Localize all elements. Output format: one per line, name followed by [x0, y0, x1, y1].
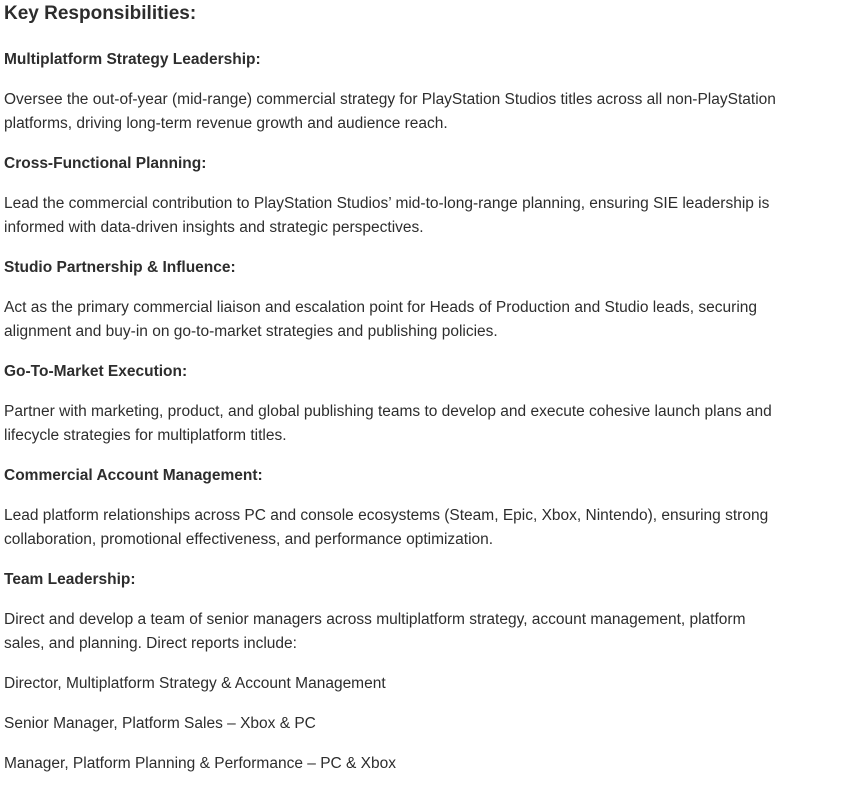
text-line: collaboration, promotional effectiveness, and performance optimization.	[4, 531, 494, 548]
responsibility-text-studio-partnership	[4, 296, 852, 344]
text-line: platforms, driving long-term revenue growth and audience reach.	[4, 115, 448, 132]
responsibility-text-cross-functional-planning	[4, 192, 852, 240]
responsibility-text-go-to-market	[4, 400, 852, 448]
responsibility-heading-go-to-market: Go-To-Market Execution:	[4, 363, 188, 380]
responsibility-heading-account-management: Commercial Account Management:	[4, 467, 263, 484]
responsibility-heading-team-leadership: Team Leadership:	[4, 571, 136, 588]
responsibility-text-account-management	[4, 504, 852, 552]
responsibility-heading-multiplatform-strategy: Multiplatform Strategy Leadership:	[4, 51, 261, 68]
text-line: informed with data-driven insights and strategic perspectives.	[4, 219, 424, 236]
responsibility-text-multiplatform-strategy	[4, 88, 852, 136]
text-line: alignment and buy-in on go-to-market strategies and publishing policies.	[4, 323, 498, 340]
text-line: Act as the primary commercial liaison and escalation point for Heads of Production and Studio leads, securing	[4, 299, 758, 316]
direct-report-item: Director, Multiplatform Strategy & Account Management	[4, 675, 386, 692]
text-line: Partner with marketing, product, and global publishing teams to develop and execute cohesive launch plans and	[4, 403, 772, 420]
responsibility-heading-cross-functional-planning: Cross-Functional Planning:	[4, 155, 207, 172]
direct-report-item: Manager, Platform Planning & Performance – PC & Xbox	[4, 755, 397, 772]
text-line: Oversee the out-of-year (mid-range) commercial strategy for PlayStation Studios titles across all non-PlayStation	[4, 91, 776, 108]
text-line: Lead platform relationships across PC and console ecosystems (Steam, Epic, Xbox, Nintendo), ensuring strong	[4, 507, 769, 524]
text-line: sales, and planning. Direct reports include:	[4, 635, 297, 652]
direct-report-item: Senior Manager, Platform Sales – Xbox & PC	[4, 715, 316, 732]
section-title: Key Responsibilities:	[4, 3, 197, 24]
responsibility-text-team-leadership	[4, 608, 852, 656]
text-line: lifecycle strategies for multiplatform titles.	[4, 427, 287, 444]
text-line: Lead the commercial contribution to PlayStation Studios’ mid-to-long-range planning, ensuring SIE leadership is	[4, 195, 770, 212]
responsibility-heading-studio-partnership: Studio Partnership & Influence:	[4, 259, 236, 276]
text-line: Direct and develop a team of senior managers across multiplatform strategy, account management, platform	[4, 611, 746, 628]
